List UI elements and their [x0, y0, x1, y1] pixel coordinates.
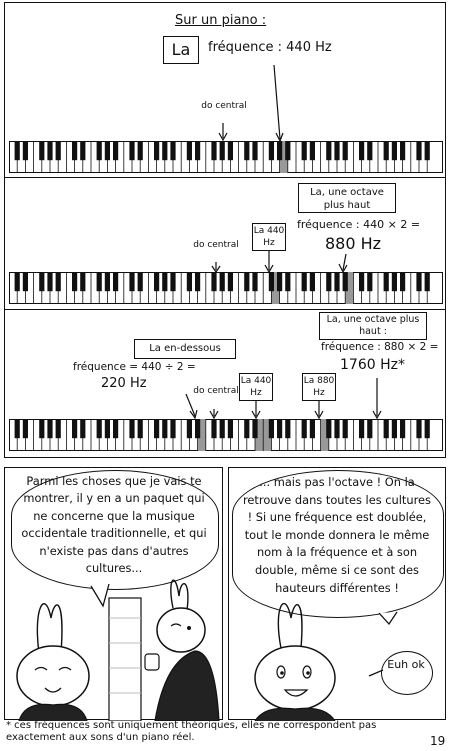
octave-up-box: La, une octave plus haut : [319, 312, 427, 340]
page-number: 19 [430, 734, 446, 748]
frequency-calc: fréquence : 440 × 2 = [297, 218, 421, 231]
octave-up-box: La, une octave plus haut [298, 183, 396, 213]
panel-title: Sur un piano : [175, 13, 267, 28]
down-result: 220 Hz [101, 376, 147, 391]
la-440-box: La 440 Hz [252, 223, 286, 251]
octave-down-box: La en-dessous [134, 339, 236, 359]
la-880-box: La 880 Hz [302, 373, 336, 401]
panel-octave-up [4, 177, 446, 310]
la-440-box: La 440 Hz [239, 373, 273, 401]
panel-octave-down [4, 309, 446, 458]
characters-illustration [5, 468, 224, 721]
up-result: 1760 Hz* [340, 357, 405, 373]
piano-keyboard [9, 419, 443, 451]
frequency-label: fréquence : 440 Hz [208, 40, 332, 55]
character-illustration [229, 468, 447, 721]
piano-keyboard [9, 272, 443, 304]
panel-rabbit-speaks [4, 467, 223, 720]
piano-keys [9, 419, 443, 451]
reply-text: Euh ok [387, 658, 425, 671]
piano-keys [9, 141, 443, 173]
up-calc: fréquence : 880 × 2 = [321, 341, 439, 353]
speech-text: Parmi les choses que je vais te montrer, il y en a un paquet qui ne concerne que la musique occidentale traditionnelle, et qui n'existe pas dans d'autres cultures... [21, 474, 207, 576]
note-label-box: La [163, 36, 199, 64]
down-calc: fréquence = 440 ÷ 2 = [73, 361, 196, 373]
central-c-label: do central [201, 101, 247, 111]
central-c-label: do central [193, 240, 239, 250]
piano-keyboard [9, 141, 443, 173]
piano-keys [9, 272, 443, 304]
footnote: * ces fréquences sont uniquement théoriques, elles ne correspondent pas exactement aux sons d'un piano réel. [6, 720, 377, 743]
central-c-label: do central [193, 386, 239, 396]
speech-text: ... mais pas l'octave ! On la retrouve dans toutes les cultures ! Si une fréquence est doublée, tout le monde donnera le même nom à la fréquence et à son double, même si ce sont des hauteurs différentes ! [242, 475, 431, 595]
frequency-result: 880 Hz [325, 234, 382, 253]
panel-octave-universal [228, 467, 446, 720]
panel-piano-la [4, 2, 446, 178]
